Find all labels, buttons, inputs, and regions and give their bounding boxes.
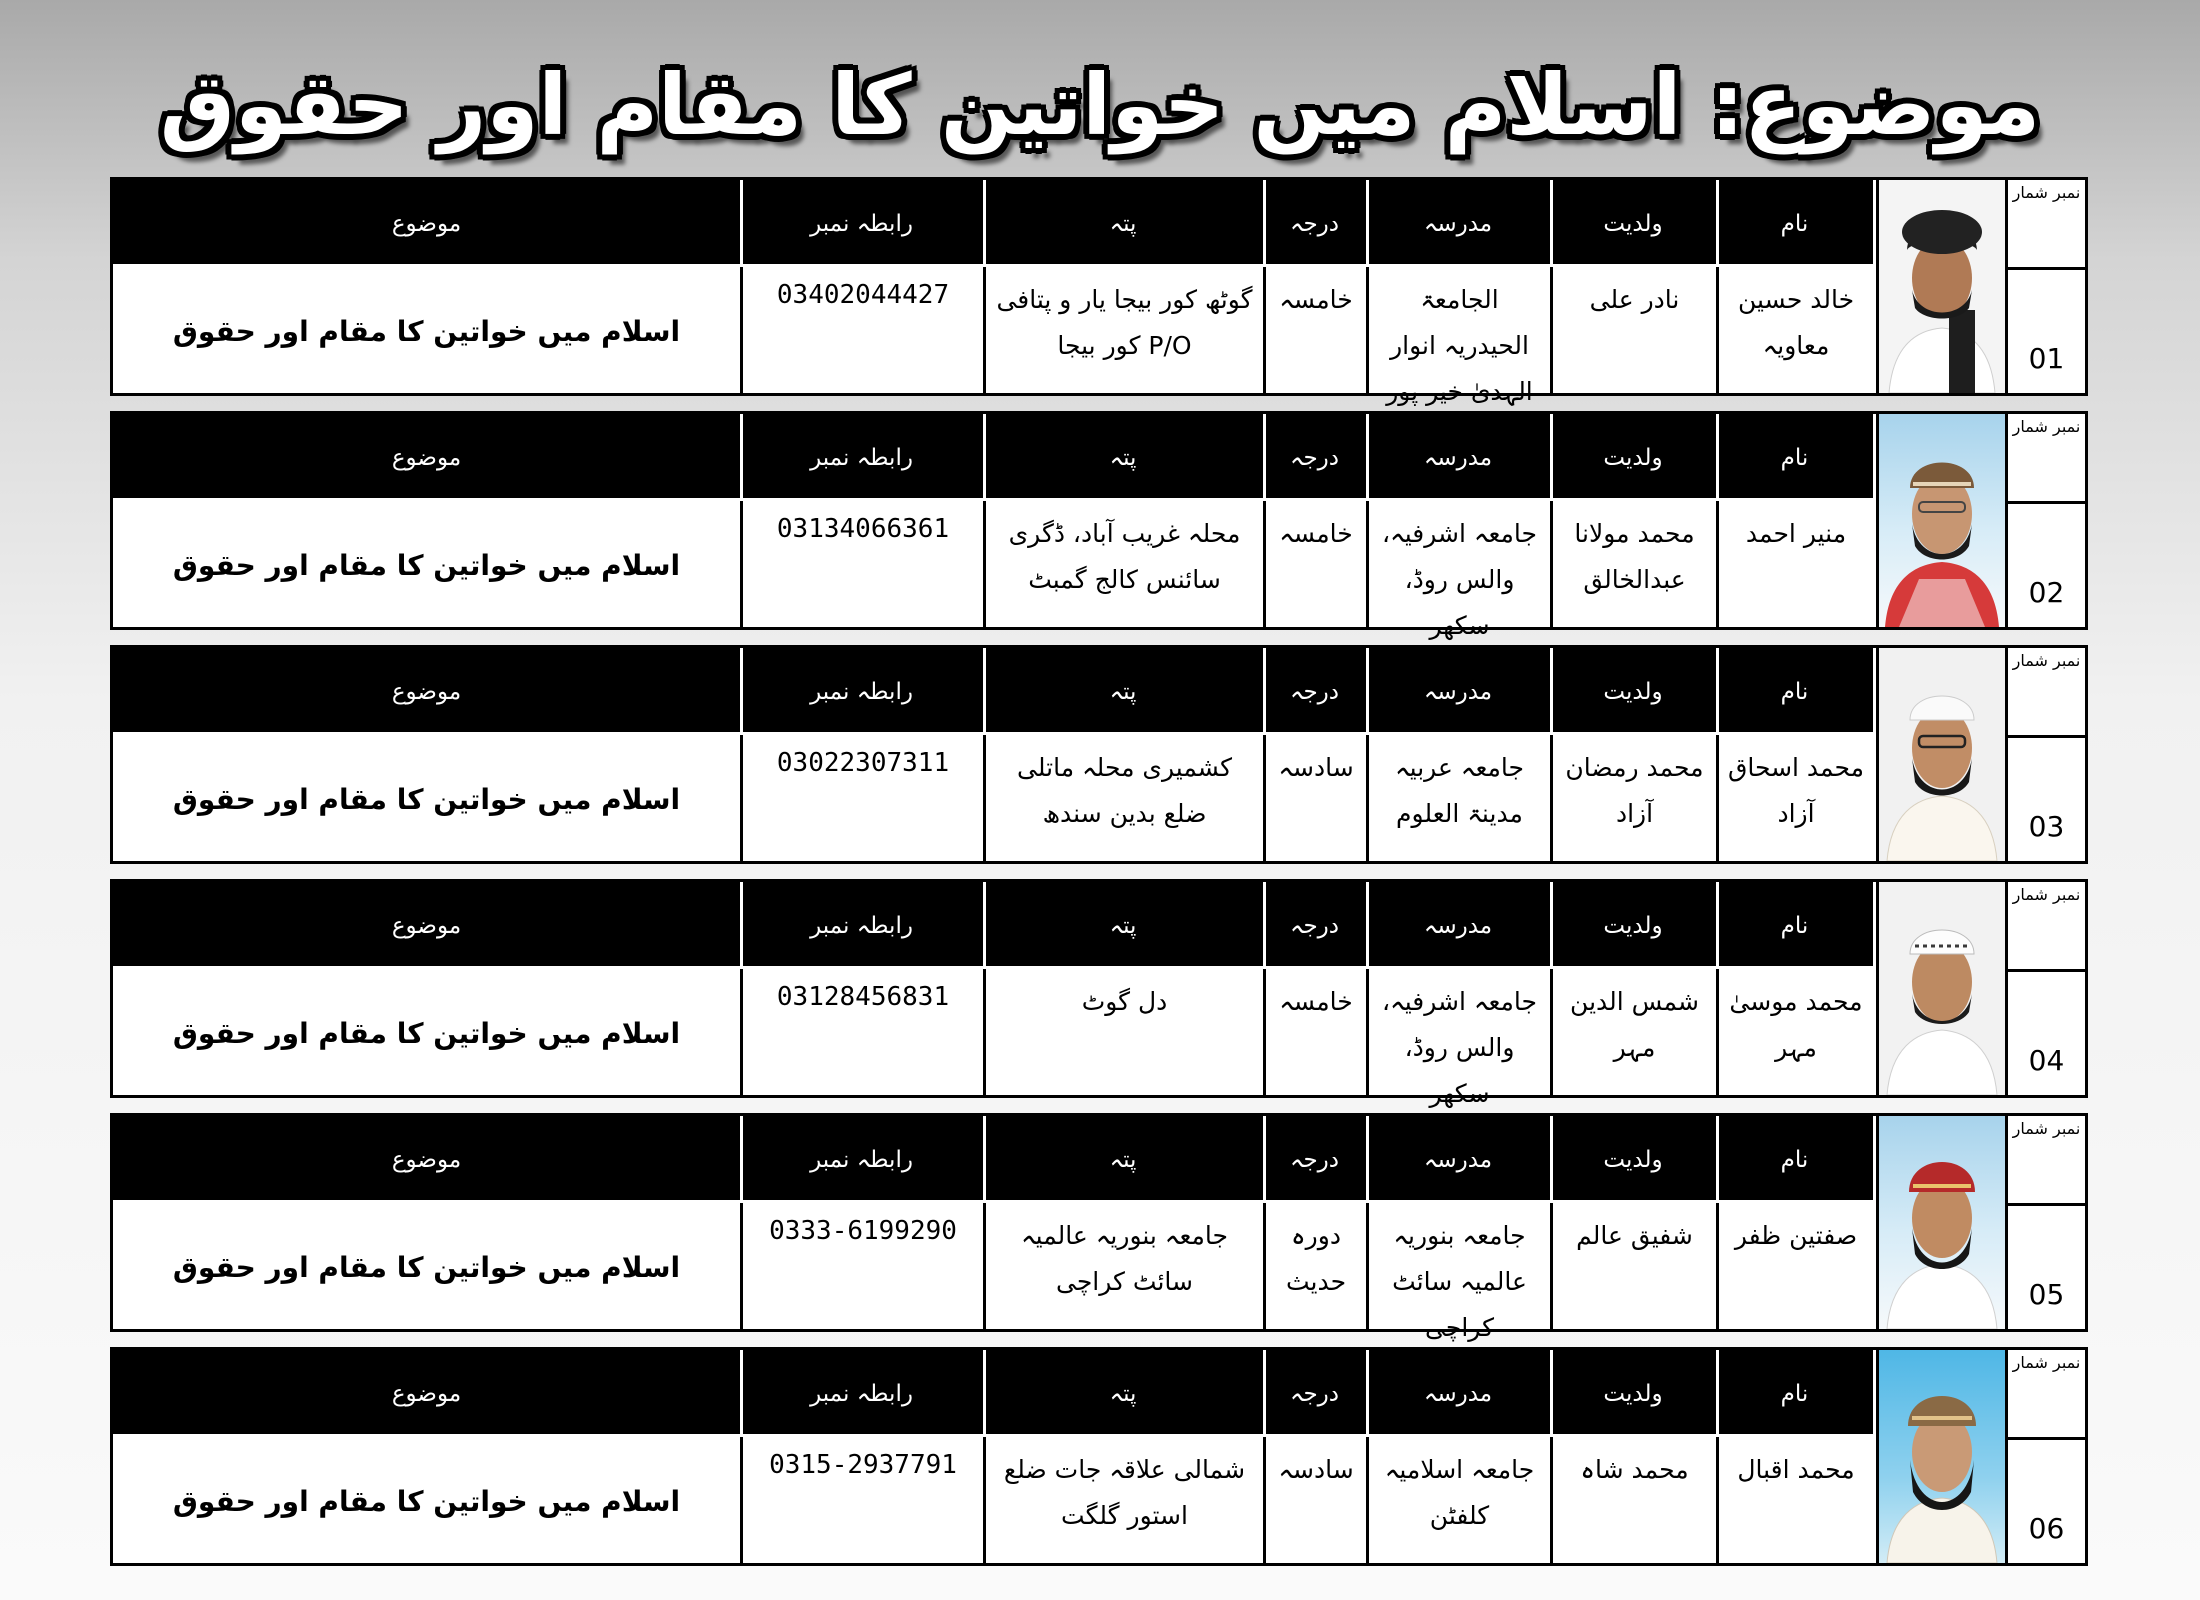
header-divider	[1716, 1116, 1719, 1203]
father-value: نادر علی	[1550, 267, 1716, 396]
header-divider	[1263, 414, 1266, 501]
header-name: نام	[1780, 912, 1809, 939]
header-address: پتہ	[1109, 912, 1137, 939]
topic-value: اسلام میں خواتین کا مقام اور حقوق	[172, 783, 681, 816]
header-address: پتہ	[1109, 1146, 1137, 1173]
serial-value: 03	[2028, 810, 2065, 843]
father-value: محمد شاہ	[1550, 1437, 1716, 1566]
record-header-bar	[113, 414, 1873, 501]
serial-label: نمبر شمار	[2012, 417, 2081, 436]
serial-column	[2008, 1116, 2085, 1329]
header-father: ولدیت	[1603, 678, 1663, 705]
serial-column	[2008, 414, 2085, 627]
topic-value: اسلام میں خواتین کا مقام اور حقوق	[172, 1251, 681, 1284]
header-divider	[1366, 1116, 1369, 1203]
header-divider	[1263, 882, 1266, 969]
header-grade: درجہ	[1289, 1146, 1340, 1173]
header-divider	[1550, 414, 1553, 501]
grade-value: خامسہ	[1263, 501, 1366, 630]
header-address: پتہ	[1109, 210, 1137, 237]
serial-divider	[2008, 267, 2085, 270]
person-silhouette-icon	[1879, 648, 2005, 861]
topic-value: اسلام میں خواتین کا مقام اور حقوق	[172, 315, 681, 348]
header-phone: رابطہ نمبر	[810, 912, 913, 939]
header-father: ولدیت	[1603, 912, 1663, 939]
header-divider	[983, 882, 986, 969]
serial-divider	[2008, 969, 2085, 972]
phone-value: 03128456831	[740, 969, 983, 1098]
phone-value: 03022307311	[740, 735, 983, 864]
madrasa-value: جامعہ بنوریہ عالمیہ سائٹ کراچی	[1366, 1203, 1550, 1332]
father-value: شفیق عالم	[1550, 1203, 1716, 1332]
name-value: صفتین ظفر	[1716, 1203, 1873, 1332]
header-grade: درجہ	[1289, 678, 1340, 705]
header-divider	[1550, 180, 1553, 267]
madrasa-value: جامعہ اشرفیہ، والس روڈ، سکھر	[1366, 501, 1550, 630]
phone-value: 0315-2937791	[740, 1437, 983, 1566]
phone-value: 03134066361	[740, 501, 983, 630]
father-value: محمد رمضان آزاد	[1550, 735, 1716, 864]
header-divider	[1550, 1116, 1553, 1203]
header-topic: موضوع	[391, 912, 462, 939]
grade-value: سادسہ	[1263, 1437, 1366, 1566]
header-divider	[983, 1350, 986, 1437]
student-photo	[1876, 180, 2008, 393]
header-father: ولدیت	[1603, 444, 1663, 471]
record-card	[110, 1113, 2088, 1342]
header-address: پتہ	[1109, 444, 1137, 471]
madrasa-value: جامعہ اسلامیہ کلفٹن	[1366, 1437, 1550, 1566]
header-phone: رابطہ نمبر	[810, 1146, 913, 1173]
header-divider	[983, 414, 986, 501]
address-value: گوٹھ کور بیجا یار و پتافی P/O کور بیجا	[983, 267, 1263, 396]
student-photo	[1876, 648, 2008, 861]
page-title: موضوع: اسلام میں خواتین کا مقام اور حقوق	[159, 56, 2041, 154]
address-value: جامعہ بنوریہ عالمیہ سائٹ کراچی	[983, 1203, 1263, 1332]
serial-value: 04	[2028, 1044, 2065, 1077]
person-silhouette-icon	[1879, 1350, 2005, 1563]
header-grade: درجہ	[1289, 1380, 1340, 1407]
header-name: نام	[1780, 678, 1809, 705]
header-grade: درجہ	[1289, 912, 1340, 939]
header-divider	[1550, 1350, 1553, 1437]
header-divider	[1716, 882, 1719, 969]
header-divider	[1716, 414, 1719, 501]
person-silhouette-icon	[1879, 1116, 2005, 1329]
header-divider	[1716, 180, 1719, 267]
grade-value: خامسہ	[1263, 267, 1366, 396]
header-divider	[740, 1116, 743, 1203]
topic-value: اسلام میں خواتین کا مقام اور حقوق	[172, 549, 681, 582]
name-value: خالد حسین معاویہ	[1716, 267, 1873, 396]
serial-column	[2008, 1350, 2085, 1563]
header-madrasa: مدرسہ	[1423, 678, 1493, 705]
header-divider	[740, 648, 743, 735]
serial-divider	[2008, 1437, 2085, 1440]
serial-divider	[2008, 1203, 2085, 1206]
header-divider	[740, 882, 743, 969]
serial-value: 01	[2028, 342, 2065, 375]
header-grade: درجہ	[1289, 444, 1340, 471]
header-father: ولدیت	[1603, 1146, 1663, 1173]
header-topic: موضوع	[391, 1146, 462, 1173]
madrasa-value: جامعہ اشرفیہ، والس روڈ، سکھر	[1366, 969, 1550, 1098]
header-topic: موضوع	[391, 1380, 462, 1407]
serial-value: 02	[2028, 576, 2065, 609]
header-phone: رابطہ نمبر	[810, 1380, 913, 1407]
serial-column	[2008, 180, 2085, 393]
grade-value: سادسہ	[1263, 735, 1366, 864]
person-silhouette-icon	[1879, 414, 2005, 627]
serial-value: 05	[2028, 1278, 2065, 1311]
header-divider	[1366, 414, 1369, 501]
address-value: شمالی علاقہ جات ضلع استور گلگت	[983, 1437, 1263, 1566]
header-name: نام	[1780, 444, 1809, 471]
record-card	[110, 411, 2088, 640]
serial-label: نمبر شمار	[2012, 885, 2081, 904]
madrasa-value: الجامعۃ الحیدریہ انوار الہدیٰ خیر پور	[1366, 267, 1550, 396]
header-topic: موضوع	[391, 678, 462, 705]
serial-value: 06	[2028, 1512, 2065, 1545]
address-value: محلہ غریب آباد، ڈگری سائنس کالج گمبٹ	[983, 501, 1263, 630]
header-madrasa: مدرسہ	[1423, 210, 1493, 237]
header-madrasa: مدرسہ	[1423, 912, 1493, 939]
madrasa-value: جامعہ عربیہ مدینۃ العلوم	[1366, 735, 1550, 864]
person-silhouette-icon	[1879, 882, 2005, 1095]
student-photo	[1876, 882, 2008, 1095]
header-address: پتہ	[1109, 678, 1137, 705]
topic-value: اسلام میں خواتین کا مقام اور حقوق	[172, 1017, 681, 1050]
header-madrasa: مدرسہ	[1423, 444, 1493, 471]
address-value: کشمیری محلہ ماتلی ضلع بدین سندھ	[983, 735, 1263, 864]
serial-divider	[2008, 501, 2085, 504]
header-divider	[1263, 180, 1266, 267]
name-value: محمد اسحاق آزاد	[1716, 735, 1873, 864]
header-name: نام	[1780, 210, 1809, 237]
header-divider	[1263, 648, 1266, 735]
person-silhouette-icon	[1879, 180, 2005, 393]
name-value: محمد موسیٰ مہر	[1716, 969, 1873, 1098]
record-header-bar	[113, 882, 1873, 969]
header-divider	[1716, 1350, 1719, 1437]
header-topic: موضوع	[391, 210, 462, 237]
record-card	[110, 1347, 2088, 1566]
header-divider	[1550, 648, 1553, 735]
address-value: دل گوٹ	[983, 969, 1263, 1098]
phone-value: 03402044427	[740, 267, 983, 396]
header-grade: درجہ	[1289, 210, 1340, 237]
header-address: پتہ	[1109, 1380, 1137, 1407]
header-madrasa: مدرسہ	[1423, 1146, 1493, 1173]
header-name: نام	[1780, 1146, 1809, 1173]
serial-label: نمبر شمار	[2012, 1119, 2081, 1138]
header-divider	[983, 648, 986, 735]
header-divider	[740, 180, 743, 267]
phone-value: 0333-6199290	[740, 1203, 983, 1332]
header-divider	[1716, 648, 1719, 735]
name-value: منیر احمد	[1716, 501, 1873, 630]
record-card	[110, 177, 2088, 406]
header-divider	[1366, 180, 1369, 267]
header-name: نام	[1780, 1380, 1809, 1407]
serial-divider	[2008, 735, 2085, 738]
header-divider	[1366, 882, 1369, 969]
header-divider	[1263, 1350, 1266, 1437]
serial-column	[2008, 648, 2085, 861]
header-divider	[1366, 1350, 1369, 1437]
student-photo	[1876, 414, 2008, 627]
header-topic: موضوع	[391, 444, 462, 471]
student-photo	[1876, 1350, 2008, 1563]
record-header-bar	[113, 648, 1873, 735]
topic-value: اسلام میں خواتین کا مقام اور حقوق	[172, 1485, 681, 1518]
header-madrasa: مدرسہ	[1423, 1380, 1493, 1407]
header-divider	[1263, 1116, 1266, 1203]
header-phone: رابطہ نمبر	[810, 210, 913, 237]
father-value: محمد مولانا عبدالخالق	[1550, 501, 1716, 630]
header-divider	[983, 1116, 986, 1203]
serial-column	[2008, 882, 2085, 1095]
header-father: ولدیت	[1603, 1380, 1663, 1407]
serial-label: نمبر شمار	[2012, 183, 2081, 202]
serial-label: نمبر شمار	[2012, 1353, 2081, 1372]
header-divider	[740, 1350, 743, 1437]
record-card	[110, 645, 2088, 864]
father-value: شمس الدین مہر	[1550, 969, 1716, 1098]
header-divider	[1550, 882, 1553, 969]
grade-value: خامسہ	[1263, 969, 1366, 1098]
student-photo	[1876, 1116, 2008, 1329]
grade-value: دورہ حدیث	[1263, 1203, 1366, 1332]
record-header-bar	[113, 1116, 1873, 1203]
header-divider	[740, 414, 743, 501]
record-card	[110, 879, 2088, 1108]
serial-label: نمبر شمار	[2012, 651, 2081, 670]
header-phone: رابطہ نمبر	[810, 678, 913, 705]
header-divider	[983, 180, 986, 267]
name-value: محمد اقبال	[1716, 1437, 1873, 1566]
record-header-bar	[113, 1350, 1873, 1437]
header-phone: رابطہ نمبر	[810, 444, 913, 471]
header-father: ولدیت	[1603, 210, 1663, 237]
header-divider	[1366, 648, 1369, 735]
record-header-bar	[113, 180, 1873, 267]
